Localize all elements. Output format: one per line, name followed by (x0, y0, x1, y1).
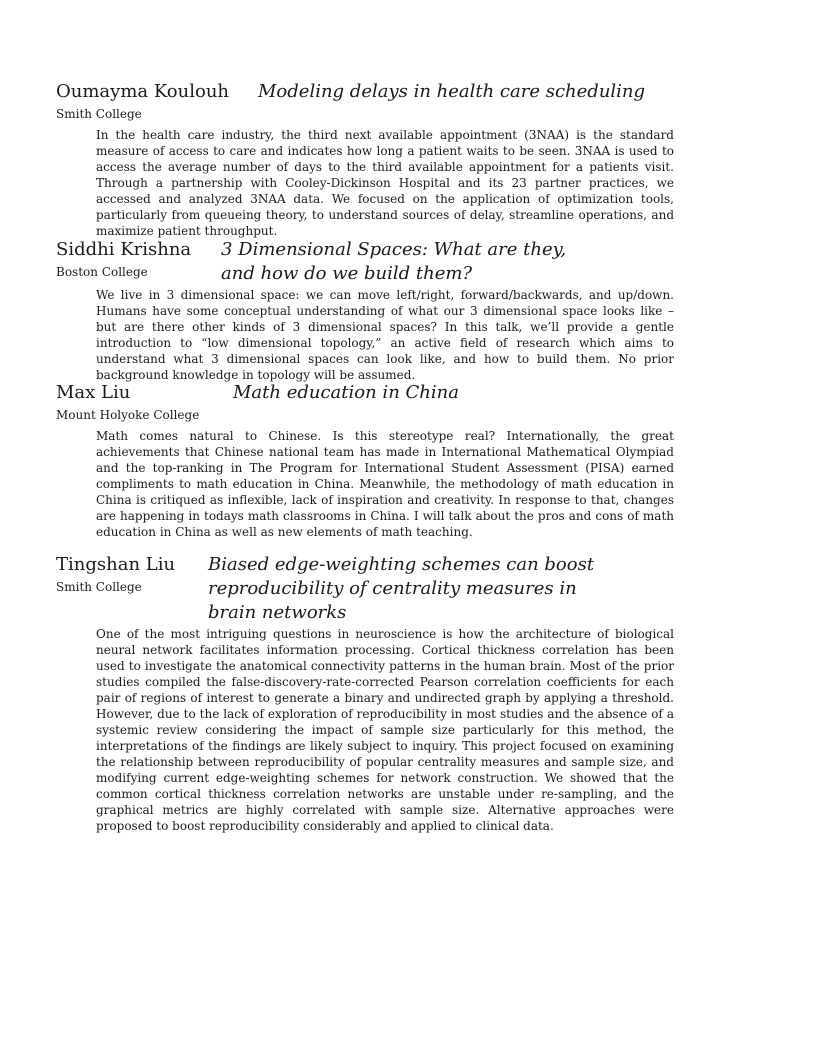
talk-abstract: In the health care industry, the third next available appointment (3NAA) is the standard measure of access to care and indicates how long a patient waits to be seen. 3NAA is used to access the average number of days to the third available appointment for a patients visit. Through a partnership with Cooley-Dickinson Hospital and its 23 partner practices, we accessed and analyzed 3NAA data. We focused on the application of optimization tools, particularly from queueing theory, to understand sources of delay, streamline operations, and maximize patient throughput. (96, 128, 674, 238)
speaker-name: Oumayma Koulouh (56, 81, 230, 102)
speaker-name: Tingshan Liu (56, 554, 176, 575)
speaker-name: Siddhi Krishna (56, 239, 192, 260)
speaker-college: Smith College (56, 580, 142, 594)
talk-title-line: Modeling delays in health care scheduling (258, 81, 646, 102)
talk-title (208, 553, 594, 625)
talk-abstract: One of the most intriguing questions in neuroscience is how the architecture of biological neural network facilitates information processing. Cortical thickness correlation has been used to investigate the anatomical connectivity patterns in the human brain. Most of the prior studies compiled the false-discovery-rate-corrected Pearson correlation coefficients for each pair of regions of interest to generate a binary and undirected graph by applying a threshold. However, due to the lack of exploration of reproducibility in most studies and the absence of a systemic review considering the impact of sample size particularly for this method, the interpretations of the findings are likely subject to inquiry. This project focused on examining the relationship between reproducibility of popular centrality measures and sample size, and modifying current edge-weighting schemes for network construction. We showed that the common cortical thickness correlation networks are unstable under re-sampling, and the graphical metrics are highly correlated with sample size. Alternative approaches were proposed to boost reproducibility considerably and applied to clinical data. (96, 627, 674, 833)
talk-title-line: Biased edge-weighting schemes can boost (208, 554, 595, 575)
speaker-name: Max Liu (56, 382, 131, 403)
talk-title (258, 80, 645, 104)
talk-title-line: brain networks (208, 602, 347, 623)
speaker-college: Mount Holyoke College (56, 408, 200, 422)
talk-title-line: Math education in China (233, 382, 459, 403)
talk-title-line: reproducibility of centrality measures in (208, 578, 577, 599)
talk-title (221, 238, 566, 286)
talk-title (233, 381, 459, 405)
talk-title-line: and how do we build them? (221, 263, 473, 284)
talk-title-line: 3 Dimensional Spaces: What are they, (221, 239, 567, 260)
talk-abstract: We live in 3 dimensional space: we can move left/right, forward/backwards, and up/down. Humans have some conceptual understanding of what our 3 dimensional space looks like – but are there other kinds of 3 dimensional spaces? In this talk, we’ll provide a gentle introduction to “low dimensional topology,” an active field of research which aims to understand what 3 dimensional spaces can look like, and how to build them. No prior background knowledge in topology will be assumed. (96, 288, 674, 382)
speaker-college: Smith College (56, 107, 142, 121)
speaker-college: Boston College (56, 265, 148, 279)
talk-abstract: Math comes natural to Chinese. Is this stereotype real? Internationally, the great achievements that Chinese national team has made in International Mathematical Olympiad and the top-ranking in The Program for International Student Assessment (PISA) earned compliments to math education in China. Meanwhile, the methodology of math education in China is critiqued as inflexible, lack of inspiration and creativity. In response to that, changes are happening in todays math classrooms in China. I will talk about the pros and cons of math education in China as well as new elements of math teaching. (96, 429, 674, 539)
